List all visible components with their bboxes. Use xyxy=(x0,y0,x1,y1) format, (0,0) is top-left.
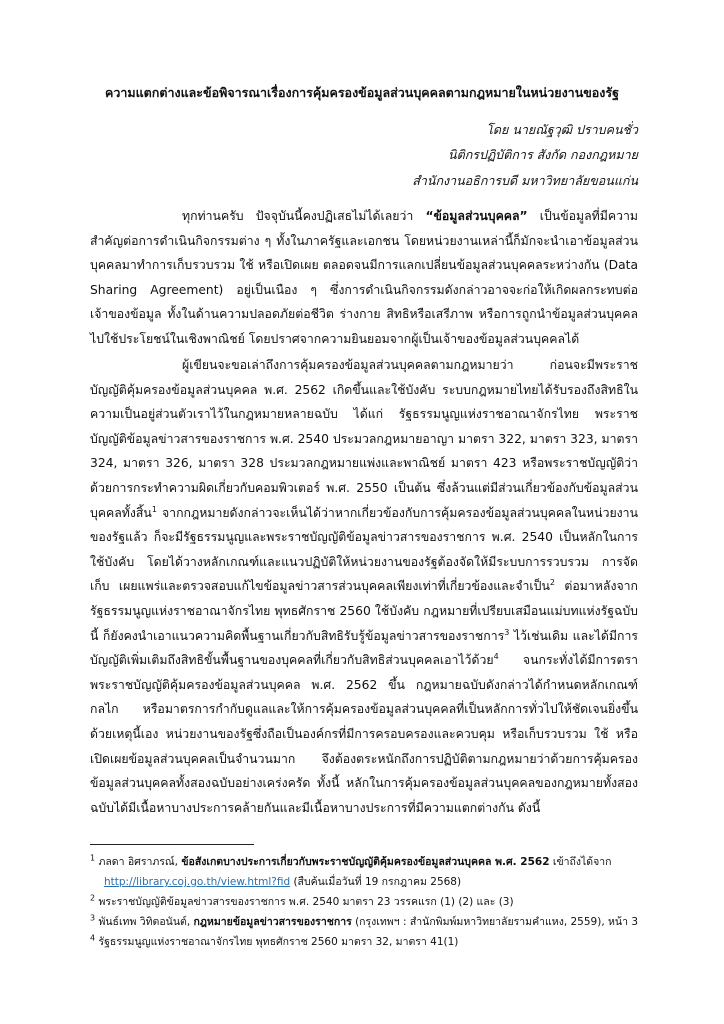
footnote-link[interactable]: http://library.coj.go.th/view.html?fid xyxy=(104,876,291,888)
footnote-text: รัฐธรรมนูญแห่งราชอาณาจักรไทย พุทธศักราช 2560 มาตรา 32, มาตรา 41(1) xyxy=(98,936,459,948)
footnote-text: เข้าถึงได้จาก xyxy=(549,856,612,868)
footnotes xyxy=(90,852,650,952)
footnote-ref-3[interactable]: 3 xyxy=(504,627,510,637)
paragraph-2 xyxy=(90,353,638,820)
footnote-title: ข้อสังเกตบางประการเกี่ยวกับพระราชบัญญัติคุ้มครองข้อมูลส่วนบุคคล พ.ศ. 2562 xyxy=(181,856,550,868)
paragraph-1-body: เป็นข้อมูลที่มีความสำคัญต่อการดำเนินกิจกรรมต่าง ๆ ทั้งในภาครัฐและเอกชน โดยหน่วยงานเหล่านี้ก็มักจะนำเอาข้อมูลส่วนบุคคลมาทำการเก็บรวบรวม ใช้ หรือเปิดเผย ตลอดจนมีการแลกเปลี่ยนข้อมูลส่วนบุคคลระหว่างกัน (Data Sharing Agreement) อยู่เป็นเนือง ๆ ซึ่งการดำเนินกิจกรรมดังกล่าวอาจจะก่อให้เกิดผลกระทบต่อเจ้าของข้อมูล ทั้งในด้านความปลอดภัยต่อชีวิต ร่างกาย สิทธิหรือเสรีภาพ หรือการถูกนำข้อมูลส่วนบุคคลไปใช้ประโยชน์ในเชิงพาณิชย์ โดยปราศจากความยินยอมจากผู้เป็นเจ้าของข้อมูลส่วนบุคคลได้ xyxy=(90,209,638,346)
paragraph-1-term: “ข้อมูลส่วนบุคคล” xyxy=(425,209,528,223)
footnote-text: พันธ์เทพ วิทิตอนันต์, xyxy=(98,916,194,928)
footnote-text: (สืบค้นเมื่อวันที่ 19 กรกฎาคม 2568) xyxy=(290,876,462,888)
footnote-ref-2[interactable]: 2 xyxy=(549,578,555,588)
paragraph-1 xyxy=(90,204,638,352)
footnote-3 xyxy=(90,912,650,932)
paragraph-2-text-2: จากกฎหมายดังกล่าวจะเห็นได้ว่าหากเกี่ยวข้องกับการคุ้มครองข้อมูลส่วนบุคคลในหน่วยงานของรัฐแล้ว ก็จะมีรัฐธรรมนูญและพระราชบัญญัติข้อมูลข่าวสารของราชการ พ.ศ. 2540 เป็นหลักในการใช้บังคับ โดยได้วางหลักเกณฑ์และแนวปฏิบัติให้หน่วยงานของรัฐต้องจัดให้มีระบบการรวบรวม การจัดเก็บ เผยแพร่และตรวจสอบแก้ไขข้อมูลข่าวสารส่วนบุคคลเพียงเท่าที่เกี่ยวข้องและจำเป็น xyxy=(90,505,638,594)
footnote-title: กฎหมายข้อมูลข่าวสารของราชการ xyxy=(193,916,352,928)
paragraph-2-text-4: ไว้เช่นเดิม และได้มีการบัญญัติเพิ่มเติมถึงสิทธิขั้นพื้นฐานของบุคคลที่เกี่ยวกับสิทธิส่วนบุคคลเอาไว้ด้วย xyxy=(90,628,638,668)
document-title: ความแตกต่างและข้อพิจารณาเรื่องการคุ้มครองข้อมูลส่วนบุคคลตามกฎหมายในหน่วยงานของรัฐ xyxy=(104,85,620,100)
author-byline: โดย นายณัฐวุฒิ ปราบคนชั่ว xyxy=(486,122,638,137)
footnote-text: (กรุงเทพฯ : สำนักพิมพ์มหาวิทยาลัยรามคำแหง, 2559), หน้า 3 xyxy=(351,916,639,928)
footnote-number: 1 xyxy=(90,853,96,863)
footnote-ref-4[interactable]: 4 xyxy=(493,652,499,662)
author-position: นิติกรปฏิบัติการ สังกัด กองกฎหมาย xyxy=(448,147,638,162)
paragraph-2-text-5: จนกระทั่งได้มีการตราพระราชบัญญัติคุ้มครองข้อมูลส่วนบุคคล พ.ศ. 2562 ขึ้น กฎหมายฉบับดังกล่าวได้กำหนดหลักเกณฑ์ กลไก หรือมาตรการกำกับดูแลและให้การคุ้มครองข้อมูลส่วนบุคคลที่เป็นหลักการทั่วไปให้ชัดเจนยิ่งขึ้น ด้วยเหตุนี้เอง หน่วยงานของรัฐซึ่งถือเป็นองค์กรที่มีการครอบครองและควบคุม หรือเก็บรวบรวม ใช้ หรือเปิดเผยข้อมูลส่วนบุคคลเป็นจำนวนมาก จึงต้องตระหนักถึงการปฏิบัติตามกฎหมายว่าด้วยการคุ้มครองข้อมูลส่วนบุคคลทั้งสองฉบับอย่างเคร่งครัด ทั้งนี้ หลักในการคุ้มครองข้อมูลส่วนบุคคลของกฎหมายทั้งสองฉบับได้มีเนื้อหาบางประการคล้ายกันและมีเนื้อหาบางประการที่มีความแตกต่างกัน ดังนี้ xyxy=(90,653,638,815)
footnote-text: พระราชบัญญัติข้อมูลข่าวสารของราชการ พ.ศ. 2540 มาตรา 23 วรรคแรก (1) (2) และ (3) xyxy=(98,896,514,908)
paragraph-2-text-3: ต่อมาหลังจากรัฐธรรมนูญแห่งราชอาณาจักรไทย พุทธศักราช 2560 ใช้บังคับ กฎหมายที่เปรียบเสมือนแม่บทแห่งรัฐฉบับนี้ ก็ยังคงนำเอาแนวความคิดพื้นฐานเกี่ยวกับสิทธิรับรู้ข้อมูลข่าวสารของราชการ xyxy=(90,579,638,643)
footnote-4 xyxy=(90,932,650,952)
footnote-number: 2 xyxy=(90,893,96,903)
author-office: สำนักงานอธิการบดี มหาวิทยาลัยขอนแก่น xyxy=(412,173,638,188)
paragraph-1-intro: ทุกท่านครับ ปัจจุบันนี้คงปฏิเสธไม่ได้เลยว่า xyxy=(182,209,426,223)
footnote-number: 3 xyxy=(90,913,96,923)
paragraph-2-text-1: ผู้เขียนจะขอเล่าถึงการคุ้มครองข้อมูลส่วนบุคคลตามกฎหมายว่า ก่อนจะมีพระราชบัญญัติคุ้มครองข้อมูลส่วนบุคคล พ.ศ. 2562 เกิดขึ้นและใช้บังคับ ระบบกฎหมายไทยได้รับรองถึงสิทธิในความเป็นอยู่ส่วนตัวเราไว้ในกฎหมายหลายฉบับ ได้แก่ รัฐธรรมนูญแห่งราชอาณาจักรไทย พระราชบัญญัติข้อมูลข่าวสารของราชการ พ.ศ. 2540 ประมวลกฎหมายอาญา มาตรา 322, มาตรา 323, มาตรา 324, มาตรา 326, มาตรา 328 ประมวลกฎหมายแพ่งและพาณิชย์ มาตรา 423 หรือพระราชบัญญัติว่าด้วยการกระทำความผิดเกี่ยวกับคอมพิวเตอร์ พ.ศ. 2550 เป็นต้น ซึ่งล้วนแต่มีส่วนเกี่ยวข้องกับข้อมูลส่วนบุคคลทั้งสิ้น xyxy=(90,358,638,520)
footnote-1 xyxy=(90,852,650,872)
footnote-ref-1[interactable]: 1 xyxy=(151,504,157,514)
footnote-1-continued xyxy=(90,872,650,892)
footnote-divider xyxy=(90,844,254,845)
footnote-2 xyxy=(90,892,650,912)
footnote-number: 4 xyxy=(90,933,96,943)
footnote-text: ภลดา อิศราภรณ์, xyxy=(98,856,182,868)
